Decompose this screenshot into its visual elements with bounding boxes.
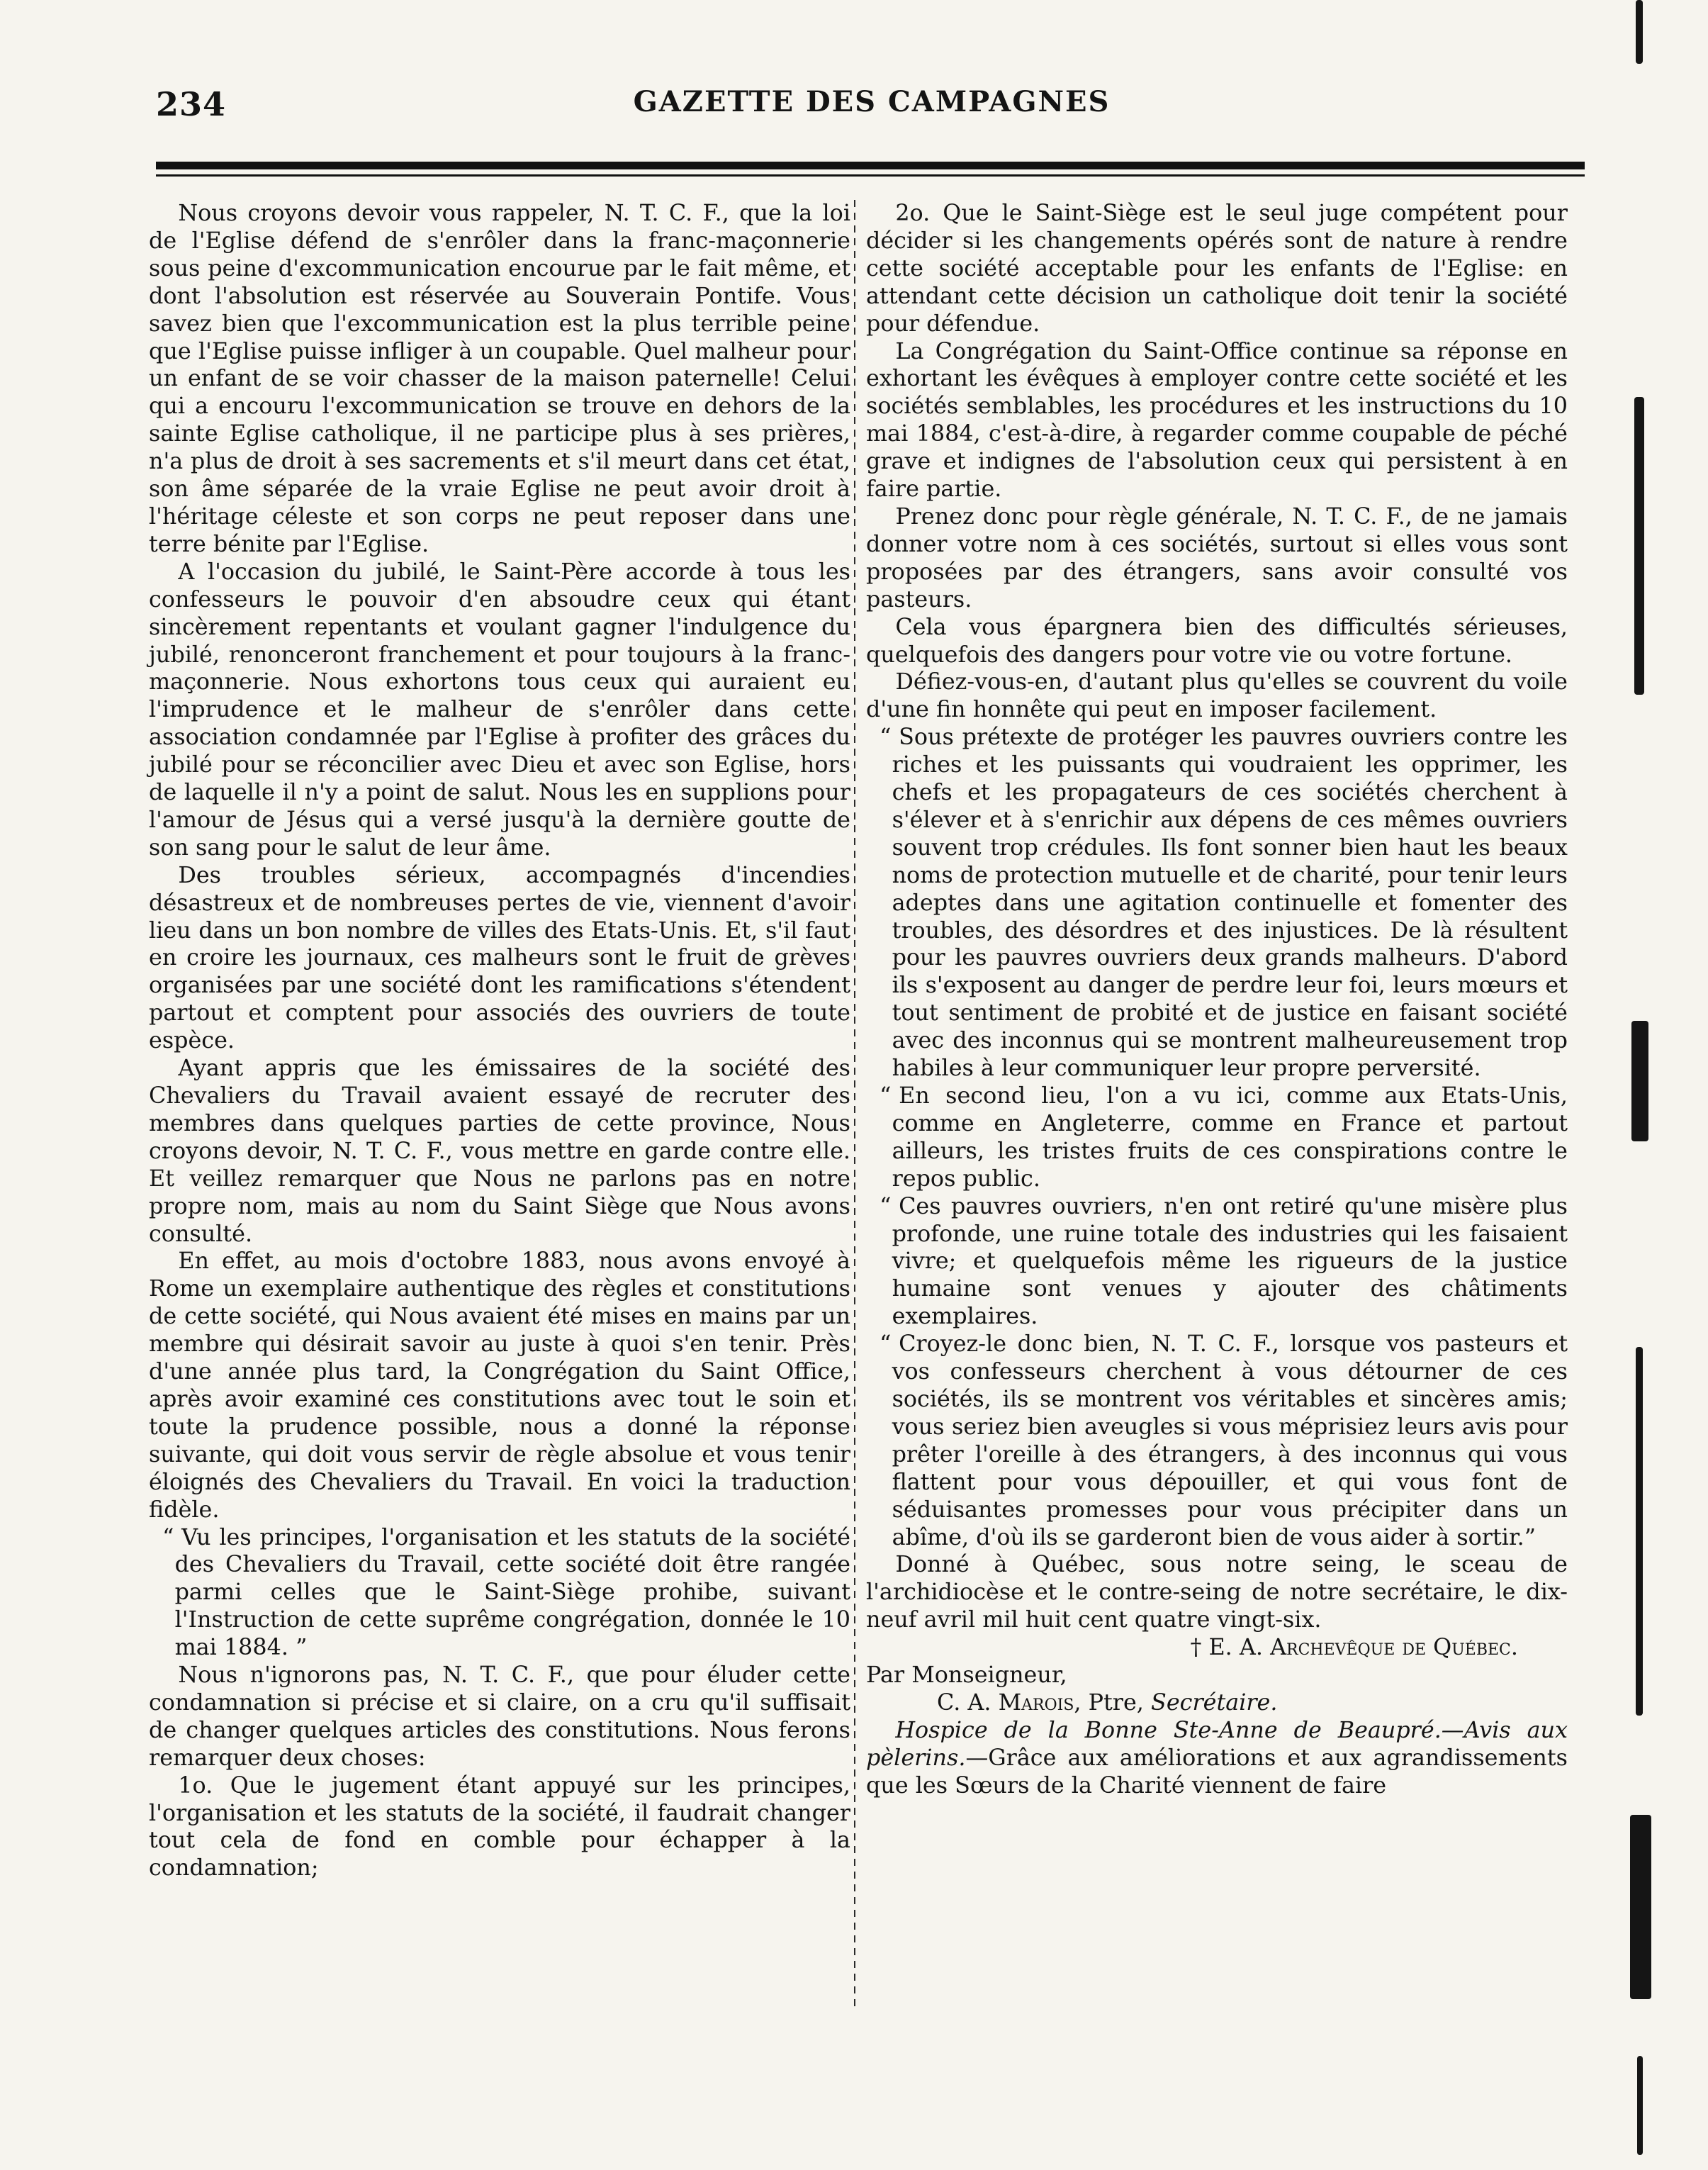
paragraph: Prenez donc pour règle générale, N. T. C. F., de ne jamais donner votre nom à ces sociétés, surtout si elles vous sont proposées par des étrangers, sans avoir consulté vos pasteurs. bbox=[866, 503, 1568, 613]
signature-title: Archevêque de Québec. bbox=[1270, 1634, 1518, 1661]
running-title: GAZETTE DES CAMPAGNES bbox=[633, 85, 1111, 118]
notice-paragraph bbox=[866, 1717, 1568, 1800]
signature-cross: † E. A. bbox=[1190, 1634, 1263, 1661]
paragraph: A l'occasion du jubilé, le Saint-Père accorde à tous les confesseurs le pouvoir d'en absoudre ceux qui étant sincèrement repentants et voulant gagner l'indulgence du jubilé, renonceront franchement et pour toujours à la franc-maçonnerie. Nous exhortons tous ceux qui auraient eu l'imprudence et le malheur de s'enrôler dans cette association condamnée par l'Eglise à profiter des grâces du jubilé pour se réconcilier avec Dieu et avec son Eglise, hors de laquelle il n'y a point de salut. Nous les en supplions pour l'amour de Jésus qui a versé jusqu'à la dernière goutte de son sang pour le salut de leur âme. bbox=[149, 558, 850, 861]
quoted-paragraph: “ Ces pauvres ouvriers, n'en ont retiré qu'une misère plus profonde, une ruine totale des industries qui les faisaient vivre; et quelquefois même les rigueurs de la justice humaine sont venues y ajouter des châtiments exemplaires. bbox=[866, 1193, 1568, 1331]
paragraph: La Congrégation du Saint-Office continue sa réponse en exhortant les évêques à employer contre cette société et les sociétés semblables, les procédures et les instructions du 10 mai 1884, c'est-à-dire, à regarder comme coupable de péché grave et indignes de l'absolution ceux qui persistent à en faire partie. bbox=[866, 337, 1568, 503]
secretary-signature bbox=[866, 1689, 1568, 1717]
binding-mark bbox=[1636, 1347, 1643, 1716]
secretary-rest: , Ptre, bbox=[1074, 1689, 1152, 1716]
quoted-paragraph: “ Vu les principes, l'organisation et les statuts de la société des Chevaliers du Travail, cette société doit être rangée parmi celles que le Saint-Siège prohibe, suivant l'Instruction de cette suprême congrégation, donnée le 10 mai 1884. ” bbox=[149, 1524, 850, 1662]
binding-mark bbox=[1630, 1815, 1651, 1999]
paragraph: Cela vous épargnera bien des difficultés sérieuses, quelquefois des dangers pour votre vie ou votre fortune. bbox=[866, 613, 1568, 668]
paragraph: Ayant appris que les émissaires de la société des Chevaliers du Travail avaient essayé de recruter des membres dans quelques parties de cette province, Nous croyons devoir, N. T. C. F., vous mettre en garde contre elle. Et veillez remarquer que Nous ne parlons pas en notre propre nom, mais au nom du Saint Siège que Nous avons consulté. bbox=[149, 1055, 850, 1247]
scan-margin bbox=[1629, 0, 1708, 2170]
binding-mark bbox=[1631, 1021, 1648, 1141]
page-number: 234 bbox=[156, 85, 227, 123]
paragraph: Nous n'ignorons pas, N. T. C. F., que pour éluder cette condamnation si précise et si claire, on a cru qu'il suffisait de changer quelques articles des constitutions. Nous ferons remarquer deux choses: bbox=[149, 1662, 850, 1771]
par-monseigneur: Par Monseigneur, bbox=[866, 1662, 1067, 1689]
header-rule-thin bbox=[156, 174, 1585, 177]
archbishop-signature bbox=[866, 1634, 1568, 1662]
paragraph: Défiez-vous-en, d'autant plus qu'elles se couvrent du voile d'une fin honnête qui peut en imposer facilement. bbox=[866, 669, 1568, 723]
binding-mark bbox=[1637, 2056, 1643, 2155]
quoted-paragraph: “ Croyez-le donc bien, N. T. C. F., lorsque vos pasteurs et vos confesseurs cherchent à vous détourner de ces sociétés, ils se montrent vos véritables et sincères amis; vous seriez bien aveugles si vous méprisiez leurs avis pour prêter l'oreille à des étrangers, à des inconnus qui vous flattent pour vous dépouiller, et qui vous font de séduisantes promesses pour vous précipiter dans un abîme, d'où ils se garderont bien de vous aider à sortir.” bbox=[866, 1331, 1568, 1551]
binding-mark bbox=[1636, 0, 1643, 64]
left-column bbox=[149, 200, 850, 1882]
binding-mark bbox=[1634, 397, 1644, 695]
header-rule-thick bbox=[156, 162, 1585, 169]
paragraph: 2o. Que le Saint-Siège est le seul juge compétent pour décider si les changements opérés sont de nature à rendre cette société acceptable pour les enfants de l'Eglise: en attendant cette décision un catholique doit tenir la société pour défendue. bbox=[866, 200, 1568, 337]
paragraph: Donné à Québec, sous notre seing, le sceau de l'archidiocèse et le contre-seing de notre secrétaire, le dix-neuf avril mil huit cent quatre vingt-six. bbox=[866, 1551, 1568, 1633]
notice-title: Hospice de la Bonne Ste-Anne de Beaupré.—Avis aux pèlerins. bbox=[866, 1716, 1568, 1771]
page-header bbox=[156, 85, 1588, 142]
secretary-name: C. A. Marois bbox=[937, 1689, 1074, 1716]
quoted-paragraph: “ En second lieu, l'on a vu ici, comme aux Etats-Unis, comme en Angleterre, comme en France et partout ailleurs, les tristes fruits de ces conspirations contre le repos public. bbox=[866, 1083, 1568, 1193]
paragraph: Nous croyons devoir vous rappeler, N. T. C. F., que la loi de l'Eglise défend de s'enrôler dans la franc-maçonnerie sous peine d'excommunication encourue par le fait même, et dont l'absolution est réservée au Souverain Pontife. Vous savez bien que l'excommunication est la plus terrible peine que l'Eglise puisse infliger à un coupable. Quel malheur pour un enfant de se voir chasser de la maison paternelle! Celui qui a encouru l'excommunication se trouve en dehors de la sainte Eglise catholique, il ne participe plus à ses prières, n'a plus de droit à ses sacrements et s'il meurt dans cet état, son âme séparée de la vraie Eglise ne peut avoir droit à l'héritage céleste et son corps ne peut reposer dans une terre bénite par l'Eglise. bbox=[149, 200, 850, 557]
paragraph: En effet, au mois d'octobre 1883, nous avons envoyé à Rome un exemplaire authentique des règles et constitutions de cette société, qui Nous avaient été mises en mains par un membre qui désirait savoir au juste à quoi s'en tenir. Près d'une année plus tard, la Congrégation du Saint Office, après avoir examiné ces constitutions avec tout le soin et toute la prudence possible, nous a donné la réponse suivante, qui doit vous servir de règle absolue et vous tenir éloignés des Chevaliers du Travail. En voici la traduction fidèle. bbox=[149, 1248, 850, 1523]
paragraph: Des troubles sérieux, accompagnés d'incendies désastreux et de nombreuses pertes de vie, viennent d'avoir lieu dans un bon nombre de villes des Etats-Unis. Et, s'il faut en croire les journaux, ces malheurs sont le fruit de grèves organisées par une société dont les ramifications s'étendent partout et comptent pour associés des ouvriers de toute espèce. bbox=[149, 861, 850, 1054]
secretary-title: Secrétaire. bbox=[1151, 1689, 1278, 1716]
paragraph: 1o. Que le jugement étant appuyé sur les principes, l'organisation et les statuts de la société, il faudrait changer tout cela de fond en comble pour échapper à la condamnation; bbox=[149, 1772, 850, 1881]
quoted-paragraph: “ Sous prétexte de protéger les pauvres ouvriers contre les riches et les puissants qui voudraient les opprimer, les chefs et les propagateurs de ces sociétés cherchent à s'élever et à s'enrichir aux dépens de ces mêmes ouvriers souvent trop crédules. Ils font sonner bien haut les beaux noms de protection mutuelle et de charité, pour tenir leurs adeptes dans une agitation continuelle et fomenter des troubles, des désordres et des injustices. De là résultent pour les pauvres ouvriers deux grands malheurs. D'abord ils s'exposent au danger de perdre leur foi, leurs mœurs et tout sentiment de probité et de justice en faisant société avec des inconnus qui se montrent malheureusement trop habiles à leur communiquer leur propre perversité. bbox=[866, 724, 1568, 1083]
column-divider bbox=[854, 200, 855, 2008]
right-column bbox=[866, 200, 1568, 1800]
notice-text: —Grâce aux améliorations et aux agrandissements que les Sœurs de la Charité viennent de faire bbox=[866, 1744, 1568, 1799]
